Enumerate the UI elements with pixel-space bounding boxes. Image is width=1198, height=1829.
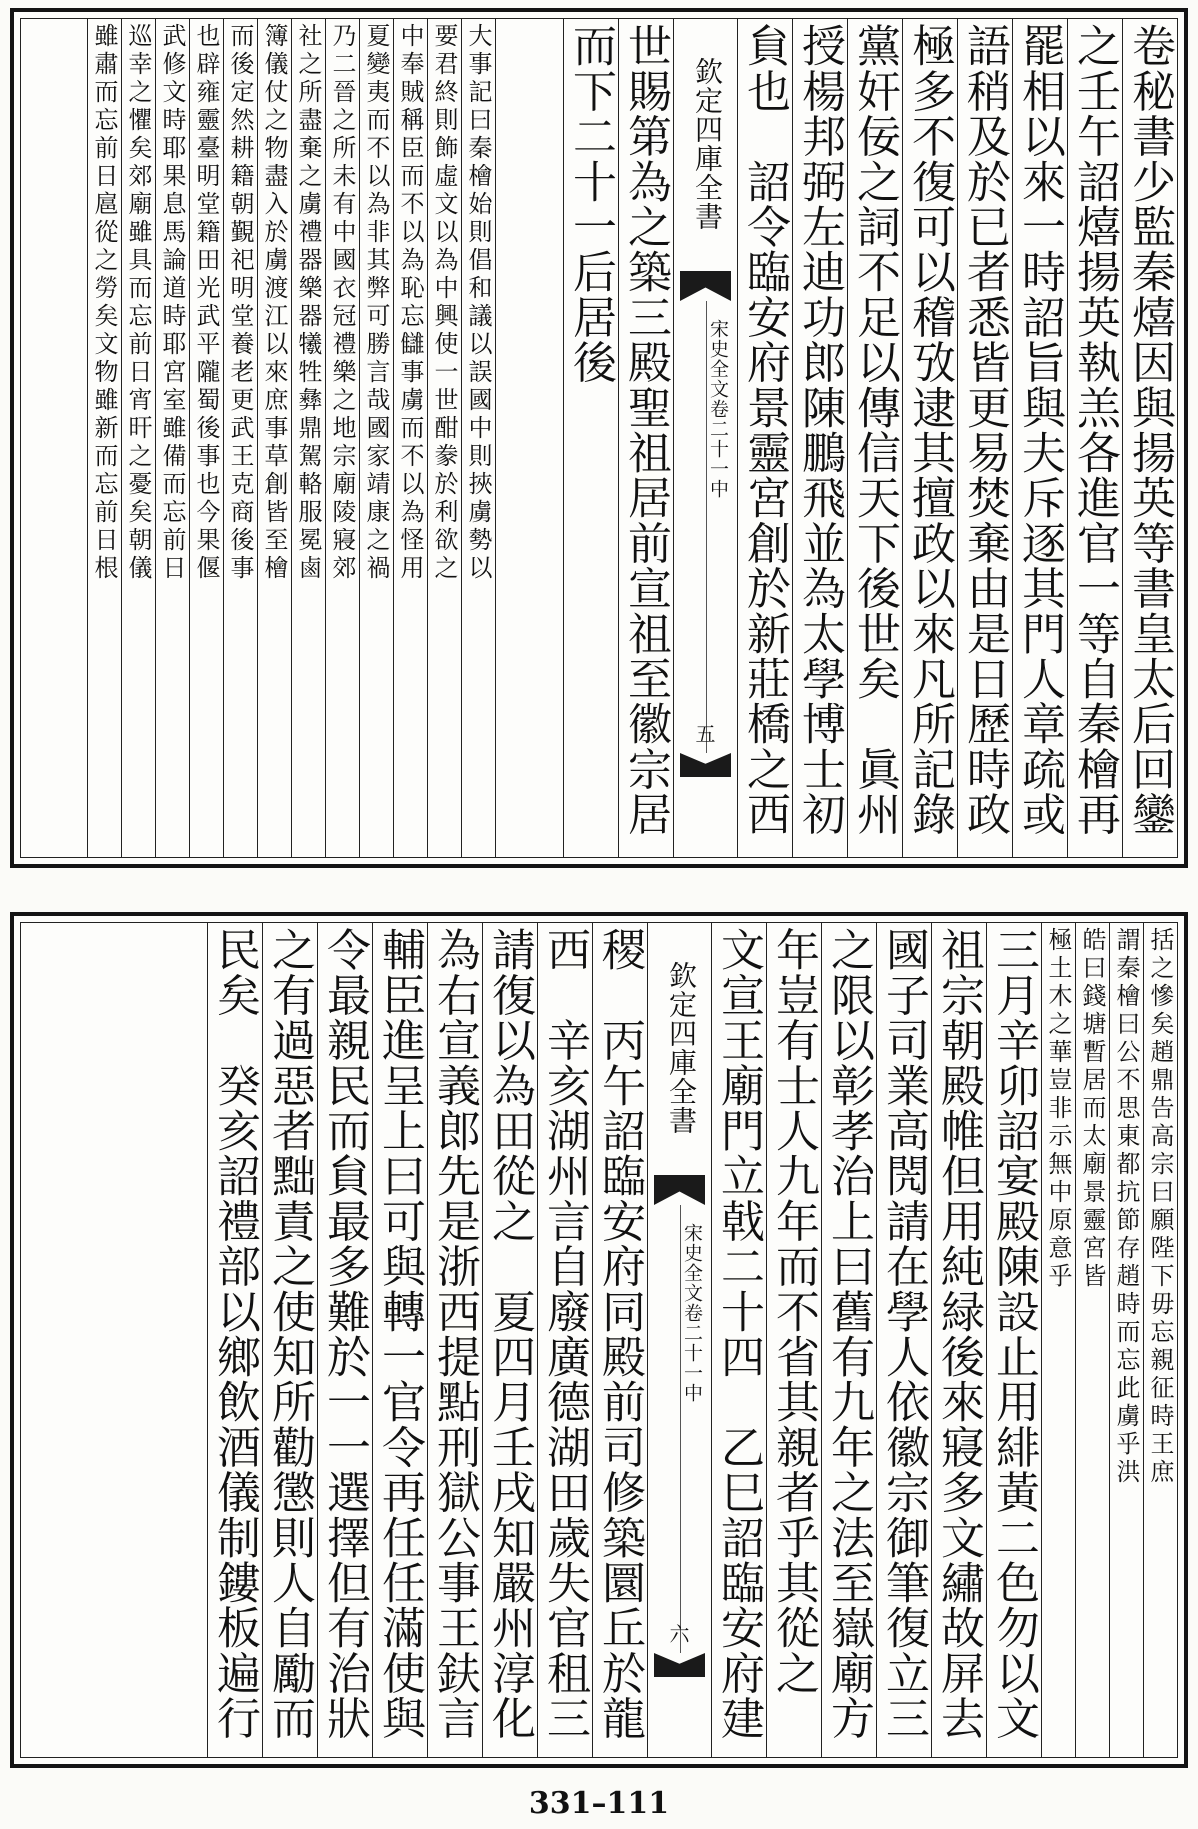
text-column: 極多不復可以稽攷逮其擅政以來凡所記錄 [902, 19, 957, 857]
page-bottom-columns [20, 922, 1178, 1758]
text-column: 之限以彰孝治上曰舊有九年之法至嶽廟方 [821, 923, 876, 1757]
fold-book-title: 宋史全文 [707, 319, 729, 399]
commentary-column: 簿儀仗之物盡入於虜渡江以來庶事草創皆至檜 [257, 19, 291, 857]
text-column: 之有過惡者黜責之使知所勸懲則人自勵而 [262, 923, 317, 1757]
fold-page-number: 五 [695, 722, 716, 746]
commentary-column: 也辟雍靈臺明堂籍田光武平隴蜀後事也今果偃 [189, 19, 223, 857]
commentary-column: 武修文時耶果息馬論道時耶宮室雖備而忘前日 [155, 19, 189, 857]
fish-tail-ornament-top [654, 1175, 705, 1205]
commentary-column: 雖肅而忘前日扈從之勞矣文物雖新而忘前日根 [87, 19, 121, 857]
text-column: 稷 丙午詔臨安府同殿前司修築圜丘於龍 [592, 923, 647, 1757]
commentary-column: 謂秦檜曰公不思東都抗節存趙時而忘此虜乎洪 [1109, 923, 1143, 1757]
text-column: 為右宣義郎先是浙西提點刑獄公事王鈇言 [427, 923, 482, 1757]
text-column: 三月辛卯詔宴殿陳設止用緋黃二色勿以文 [986, 923, 1041, 1757]
fish-tail-ornament-top [680, 271, 731, 301]
text-column: 文宣王廟門立戟二十四 乙巳詔臨安府建 [711, 923, 766, 1757]
text-column: 年豈有士人九年而不省其親者乎其從之 [766, 923, 821, 1757]
text-column: 西 辛亥湖州言自廢廣德湖田歲失官租三 [537, 923, 592, 1757]
fold-header: 欽定四庫全書 [691, 57, 724, 231]
blank-column [495, 19, 563, 857]
fold-title [681, 1223, 703, 1403]
commentary-column: 要君終則飾虛文以為中興使一世酣豢於利欲之 [427, 19, 461, 857]
text-column: 請復以為田從之 夏四月壬戌知嚴州淳化 [482, 923, 537, 1757]
page-footer-number: 331–111 [528, 1786, 670, 1821]
text-column: 世賜第為之築三殿聖祖居前宣祖至徽宗居 [618, 19, 673, 857]
fish-tail-ornament-bottom [654, 1653, 705, 1677]
text-column: 罷相以來一時詔旨與夫斥逐其門人章疏或 [1012, 19, 1067, 857]
commentary-column: 大事記曰秦檜始則倡和議以誤國中則挾虜勢以 [461, 19, 495, 857]
text-column: 輔臣進呈上曰可與轉一官令再任任滿使與 [372, 923, 427, 1757]
text-column: 令最親民而貟最多難於一一選擇但有治狀 [317, 923, 372, 1757]
text-column: 祖宗朝殿帷但用純緑後來寢多文繡故屏去 [931, 923, 986, 1757]
fish-tail-ornament-bottom [680, 753, 731, 777]
fold-title [707, 319, 729, 499]
fold-page-number: 六 [669, 1622, 690, 1646]
commentary-column: 極土木之華豈非示無中原意乎 [1041, 923, 1075, 1757]
commentary-column: 皓曰錢塘暫居而太廟景靈宮皆 [1075, 923, 1109, 1757]
commentary-column: 巡幸之懼矣郊廟雖具而忘前日宵旰之憂矣朝儀 [121, 19, 155, 857]
fold-volume: 卷二十一中 [681, 1303, 703, 1403]
text-column: 黨奸佞之詞不足以傳信天下後世矣 眞州 [847, 19, 902, 857]
text-column: 而下二十一后居後 [563, 19, 618, 857]
page-top-columns [20, 18, 1178, 858]
page-bottom [10, 912, 1188, 1768]
commentary-column: 而後定然耕籍朝覲祀明堂養老更武王克商後事 [223, 19, 257, 857]
fold-book-title: 宋史全文 [681, 1223, 703, 1303]
text-column: 貟也 詔令臨安府景靈宮創於新莊橋之西 [737, 19, 792, 857]
commentary-column: 社之所盡棄之虜禮器樂器犧牲彝鼎駕輅服冕鹵 [291, 19, 325, 857]
center-fold-bottom [647, 923, 711, 1757]
text-column: 卷秘書少監秦熺因與揚英等書皇太后回鑾 [1122, 19, 1177, 857]
text-column: 語稍及於已者悉皆更易焚棄由是日歷時政 [957, 19, 1012, 857]
commentary-column: 括之慘矣趙鼎告高宗曰願陛下毋忘親征時王庶 [1143, 923, 1177, 1757]
text-column: 國子司業高閌請在學人依徽宗御筆復立三 [876, 923, 931, 1757]
fold-header: 欽定四庫全書 [665, 961, 698, 1135]
text-column: 之壬午詔熺揚英執羔各進官一等自秦檜再 [1067, 19, 1122, 857]
page-top [10, 8, 1188, 868]
commentary-column: 中奉賊稱臣而不以為恥忘讎事虜而不以為怪用 [393, 19, 427, 857]
commentary-column: 夏變夷而不以為非其弊可勝言哉國家靖康之禍 [359, 19, 393, 857]
fold-volume: 卷二十一中 [707, 399, 729, 499]
text-column: 民矣 癸亥詔禮部以鄉飲酒儀制鏤板遍行 [207, 923, 262, 1757]
commentary-column: 乃二晉之所未有中國衣冠禮樂之地宗廟陵寢郊 [325, 19, 359, 857]
center-fold-top [673, 19, 737, 857]
text-column: 授楊邦弼左迪功郎陳鵬飛並為太學博士初 [792, 19, 847, 857]
